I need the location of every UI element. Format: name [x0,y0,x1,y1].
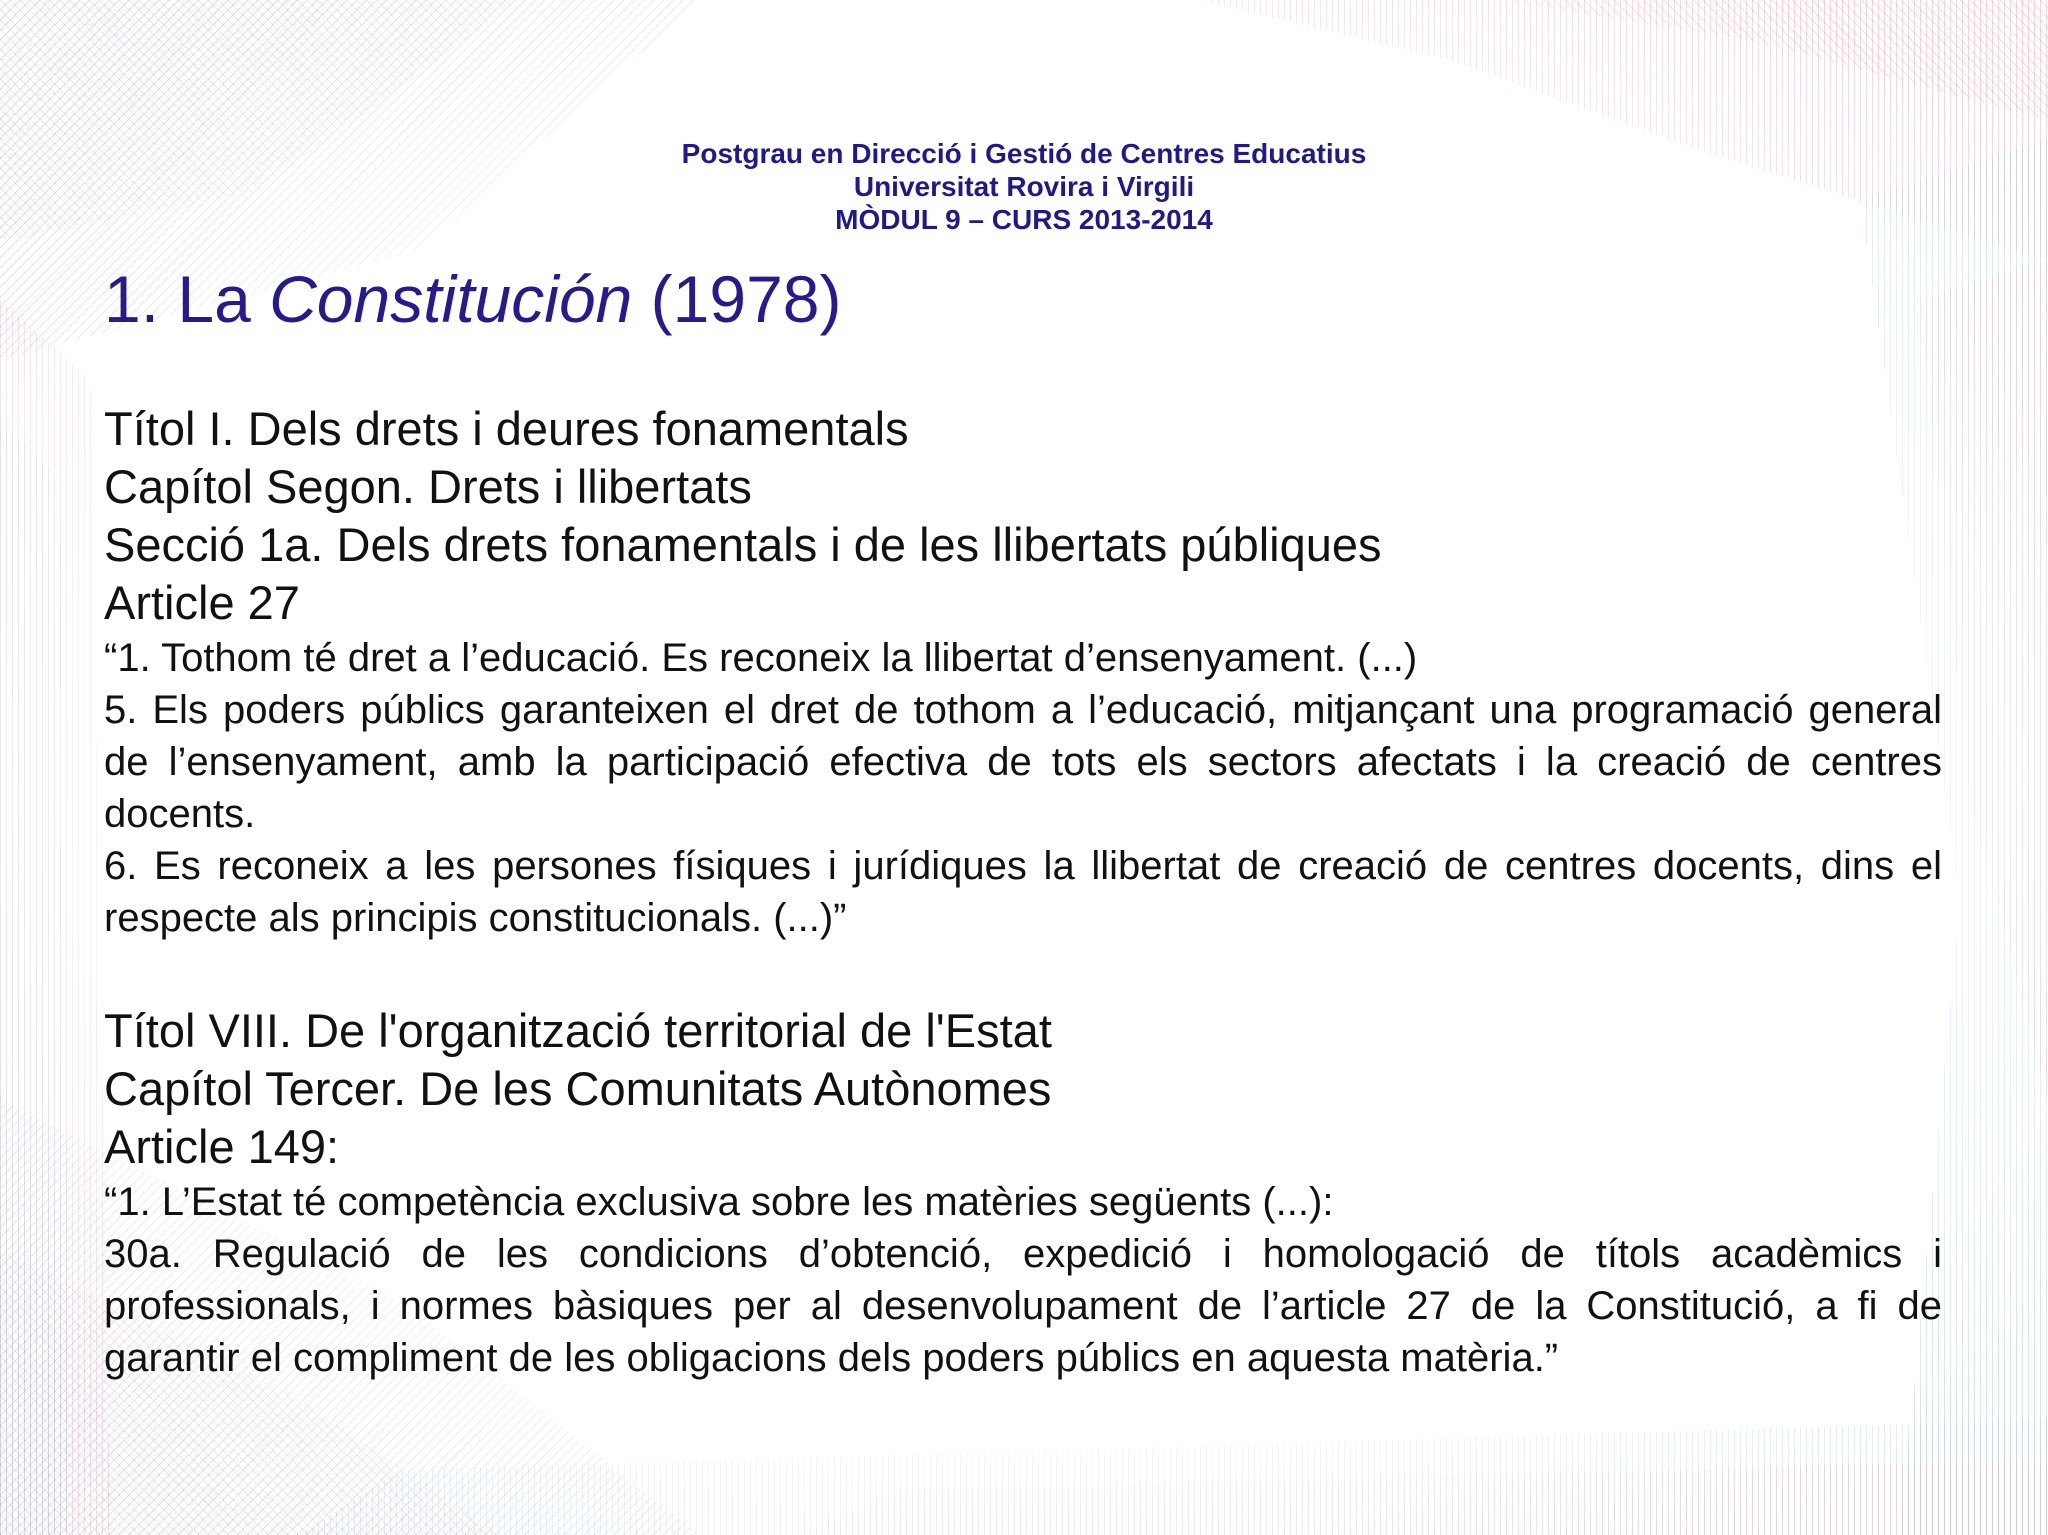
section1-article: Article 27 [104,576,300,629]
header-university: Universitat Rovira i Virgili [853,171,1195,202]
section1-seccio: Secció 1a. Dels drets fonamentals i de les llibertats públiques [104,518,1382,571]
section2-capitol: Capítol Tercer. De les Comunitats Autònomes [104,1062,1052,1115]
section1-paragraph-1: “1. Tothom té dret a l’educació. Es reconeix la llibertat d’ensenyament. (...) [104,636,1418,680]
course-header [0,137,2048,236]
section1-titol: Títol I. Dels drets i deures fonamentals [104,402,909,455]
title-italic: Constitución [269,262,633,336]
slide-title [104,262,841,338]
section1-capitol: Capítol Segon. Drets i llibertats [104,460,752,513]
header-program: Postgrau en Direcció i Gestió de Centres Educatius [681,138,1367,169]
section-spacer [104,944,1942,1002]
section2-titol: Títol VIII. De l'organització territorial de l'Estat [104,1004,1052,1057]
section1-paragraph-5: 5. Els poders públics garanteixen el dret de tothom a l’educació, mitjançant una programació general de l’ensenyament, amb la participació efectiva de tots els sectors afectats i la creació de centres docents. [104,688,1942,836]
section2-paragraph-1: “1. L’Estat té competència exclusiva sobre les matèries següents (...): [104,1180,1334,1224]
section2-article: Article 149: [104,1120,340,1173]
section1-paragraph-6: 6. Es reconeix a les persones físiques i jurídiques la llibertat de creació de centres docents, dins el respecte als principis constitucionals. (...)” [104,844,1942,940]
title-year: (1978) [632,262,842,336]
section2-paragraph-30: 30a. Regulació de les condicions d’obtenció, expedició i homologació de títols acadèmics i professionals, i normes bàsiques per al desenvolupament de l’article 27 de la Constitució, a fi de garantir el compliment de les obligacions dels poders públics en aquesta matèria.” [104,1232,1942,1380]
slide-content [104,400,1942,1384]
title-number: 1. La [104,262,270,336]
header-module: MÒDUL 9 – CURS 2013-2014 [835,204,1213,235]
